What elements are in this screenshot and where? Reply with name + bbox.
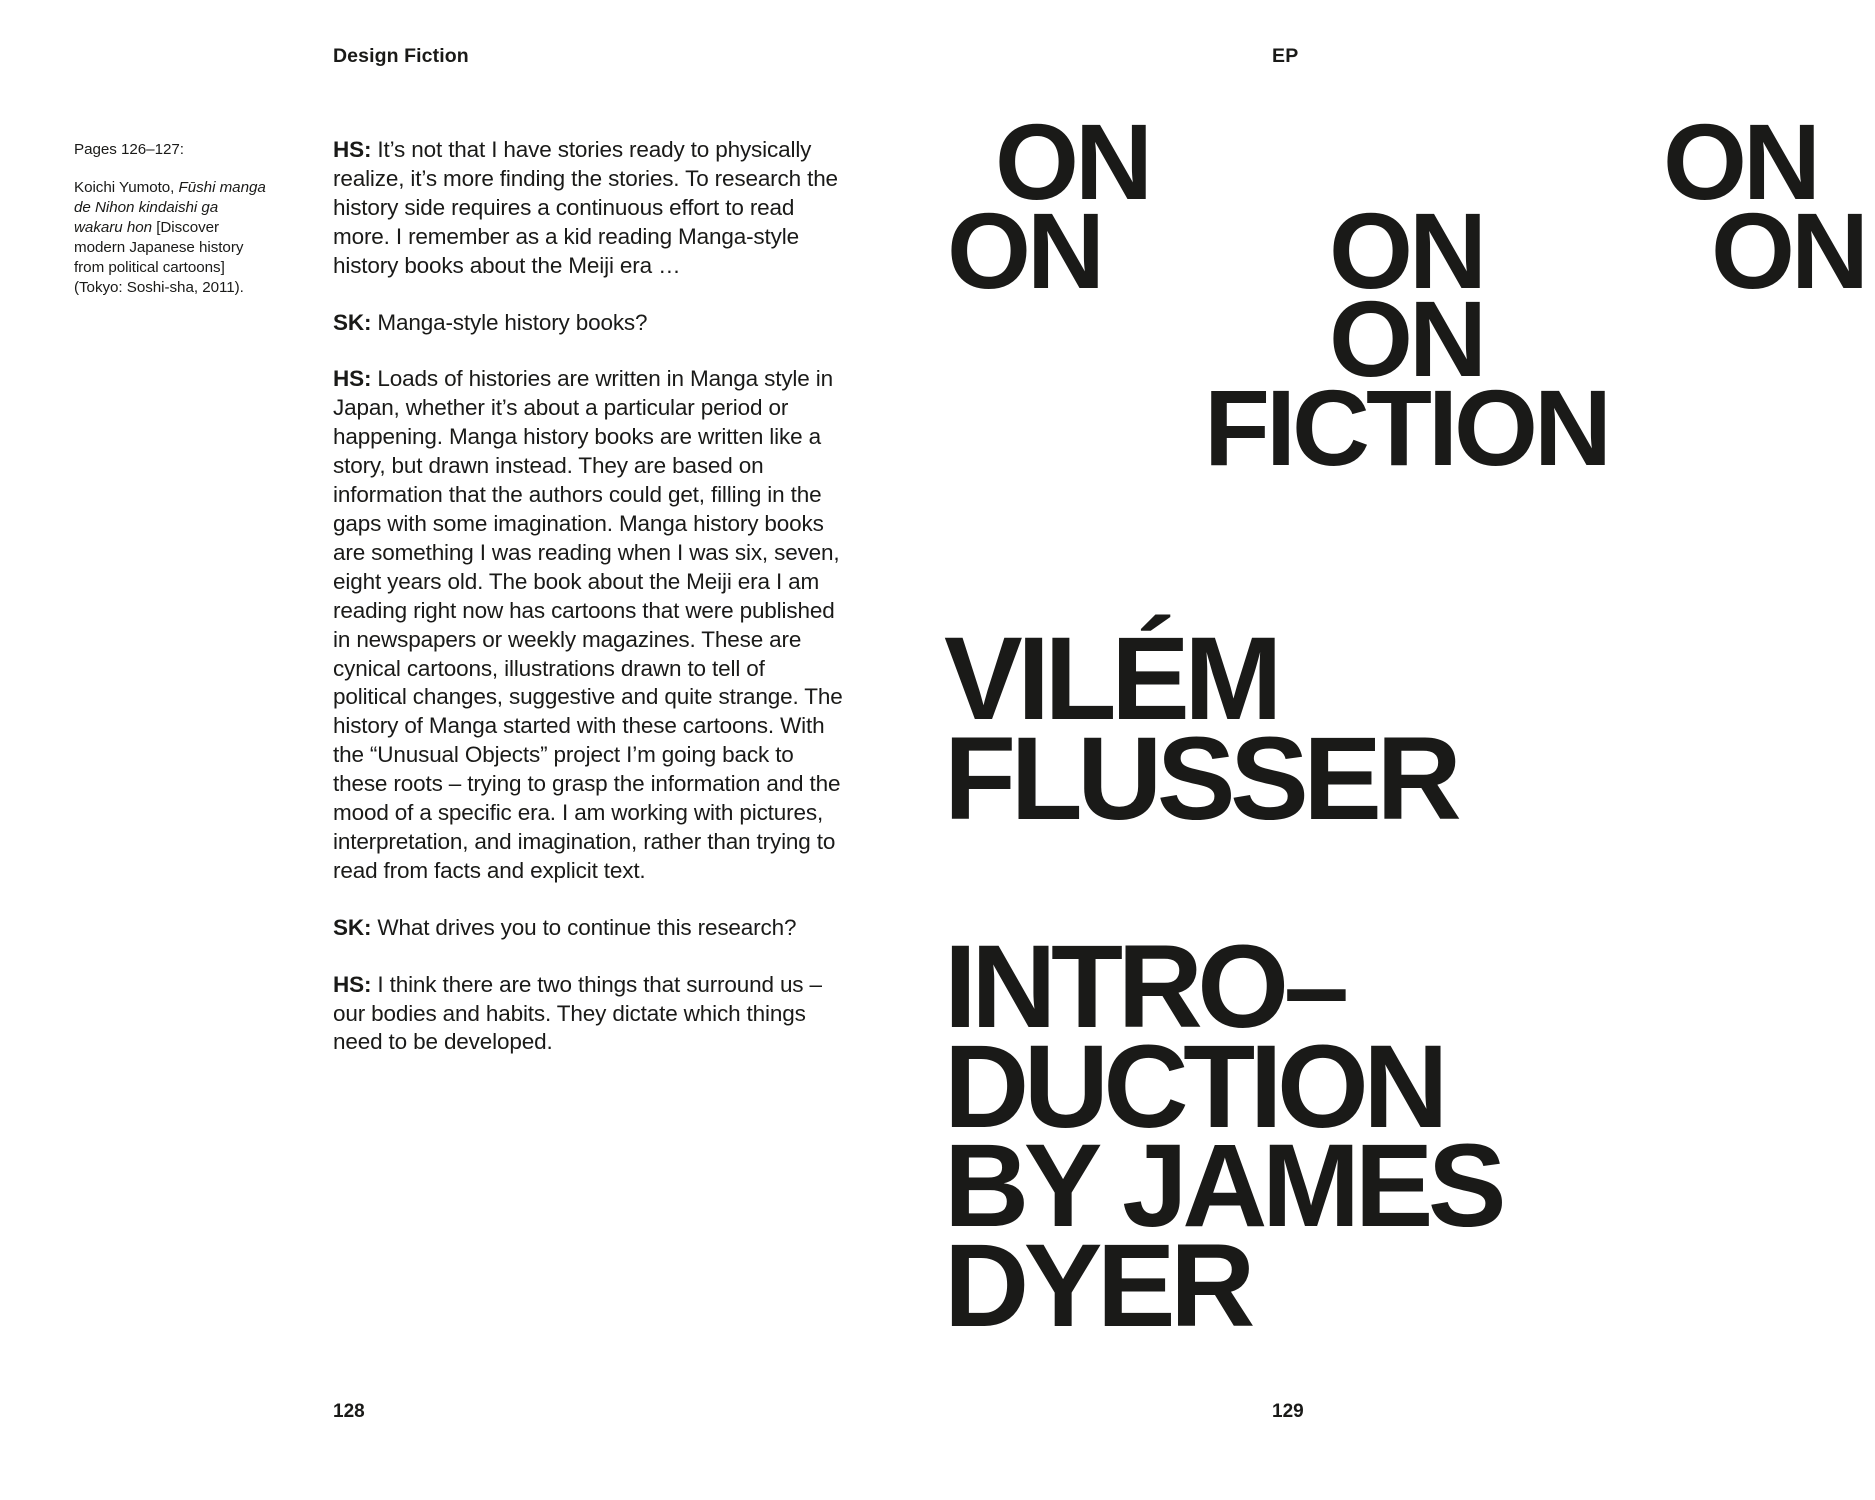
margin-note-reference: Pages 126–127: [74, 141, 184, 158]
interview-paragraph [333, 136, 843, 281]
speaker-label: HS: [333, 137, 372, 162]
paragraph-text: What drives you to continue this research? [371, 914, 797, 940]
on-word: ON [1329, 189, 1483, 311]
left-page [0, 0, 937, 1500]
interview-paragraph [333, 914, 843, 943]
subtitle-line: BY JAMES [944, 1120, 1502, 1253]
paragraph-text: It’s not that I have stories ready to physically realize, it’s more finding the stories. To research the history side requires a continuous effort to read more. I remember as a kid reading Manga-style history books about the Meiji era … [333, 137, 838, 278]
speaker-label: HS: [333, 971, 372, 997]
fiction-row [937, 366, 1875, 488]
citation-details: [Discover modern Japanese history from political cartoons] (Tokyo: Soshi-sha, 2011). [74, 219, 244, 297]
on-word: ON [1711, 189, 1865, 311]
chapter-subtitle [944, 921, 1874, 1353]
speaker-label: SK: [333, 309, 372, 335]
on-word: ON [1663, 101, 1817, 222]
paragraph-text: I think there are two things that surround us – our bodies and habits. They dictate which things need to be developed. [333, 971, 822, 1055]
interview-paragraph [333, 365, 843, 885]
on-word: ON [995, 101, 1149, 222]
margin-note-citation [74, 178, 270, 298]
fiction-word: FICTION [1204, 366, 1608, 488]
speaker-label: SK: [333, 914, 372, 940]
page-number-left: 128 [333, 1401, 365, 1422]
interview-body [333, 136, 843, 1057]
speaker-label: HS: [333, 366, 372, 392]
subtitle-line: DUCTION [944, 1020, 1444, 1153]
running-head-left: Design Fiction [333, 45, 469, 67]
paragraph-text: Manga-style history books? [371, 309, 648, 335]
author-line: FLUSSER [944, 712, 1457, 845]
on-word-grid [937, 101, 1875, 488]
interview-paragraph [333, 971, 843, 1058]
page-number-right: 129 [1272, 1401, 1304, 1422]
chapter-author [944, 613, 1874, 845]
on-word: ON [947, 189, 1101, 311]
on-word: ON [1329, 278, 1483, 400]
subtitle-line: INTRO– [944, 921, 1344, 1053]
subtitle-line: DYER [944, 1220, 1250, 1353]
running-head-right: EP [1272, 45, 1299, 67]
citation-title: Fūshi manga de Nihon kindaishi ga wakaru hon [74, 179, 266, 237]
chapter-title-block [937, 0, 1875, 1500]
author-line: VILÉM [944, 613, 1278, 745]
right-page [937, 0, 1875, 1500]
citation-author: Koichi Yumoto, [74, 179, 179, 197]
paragraph-text: Loads of histories are written in Manga style in Japan, whether it’s about a particular period or happening. Manga history books are written like a story, but drawn instead. They are based on information that the authors could get, filling in the gaps with some imagination. Manga history books are something I was reading when I was six, seven, eight years old. The book about the Meiji era I am reading right now has cartoons that were published in newspapers or weekly magazines. These are cynical cartoons, illustrations drawn to tell of political changes, suggestive and quite strange. The history of Manga started with these cartoons. With the “Unusual Objects” project I’m going back to these roots – trying to grasp the information and the mood of a specific era. I am working with pictures, interpretation, and imagination, rather than trying to read from facts and explicit text. [333, 366, 843, 883]
margin-note [74, 140, 270, 298]
interview-paragraph [333, 309, 843, 338]
